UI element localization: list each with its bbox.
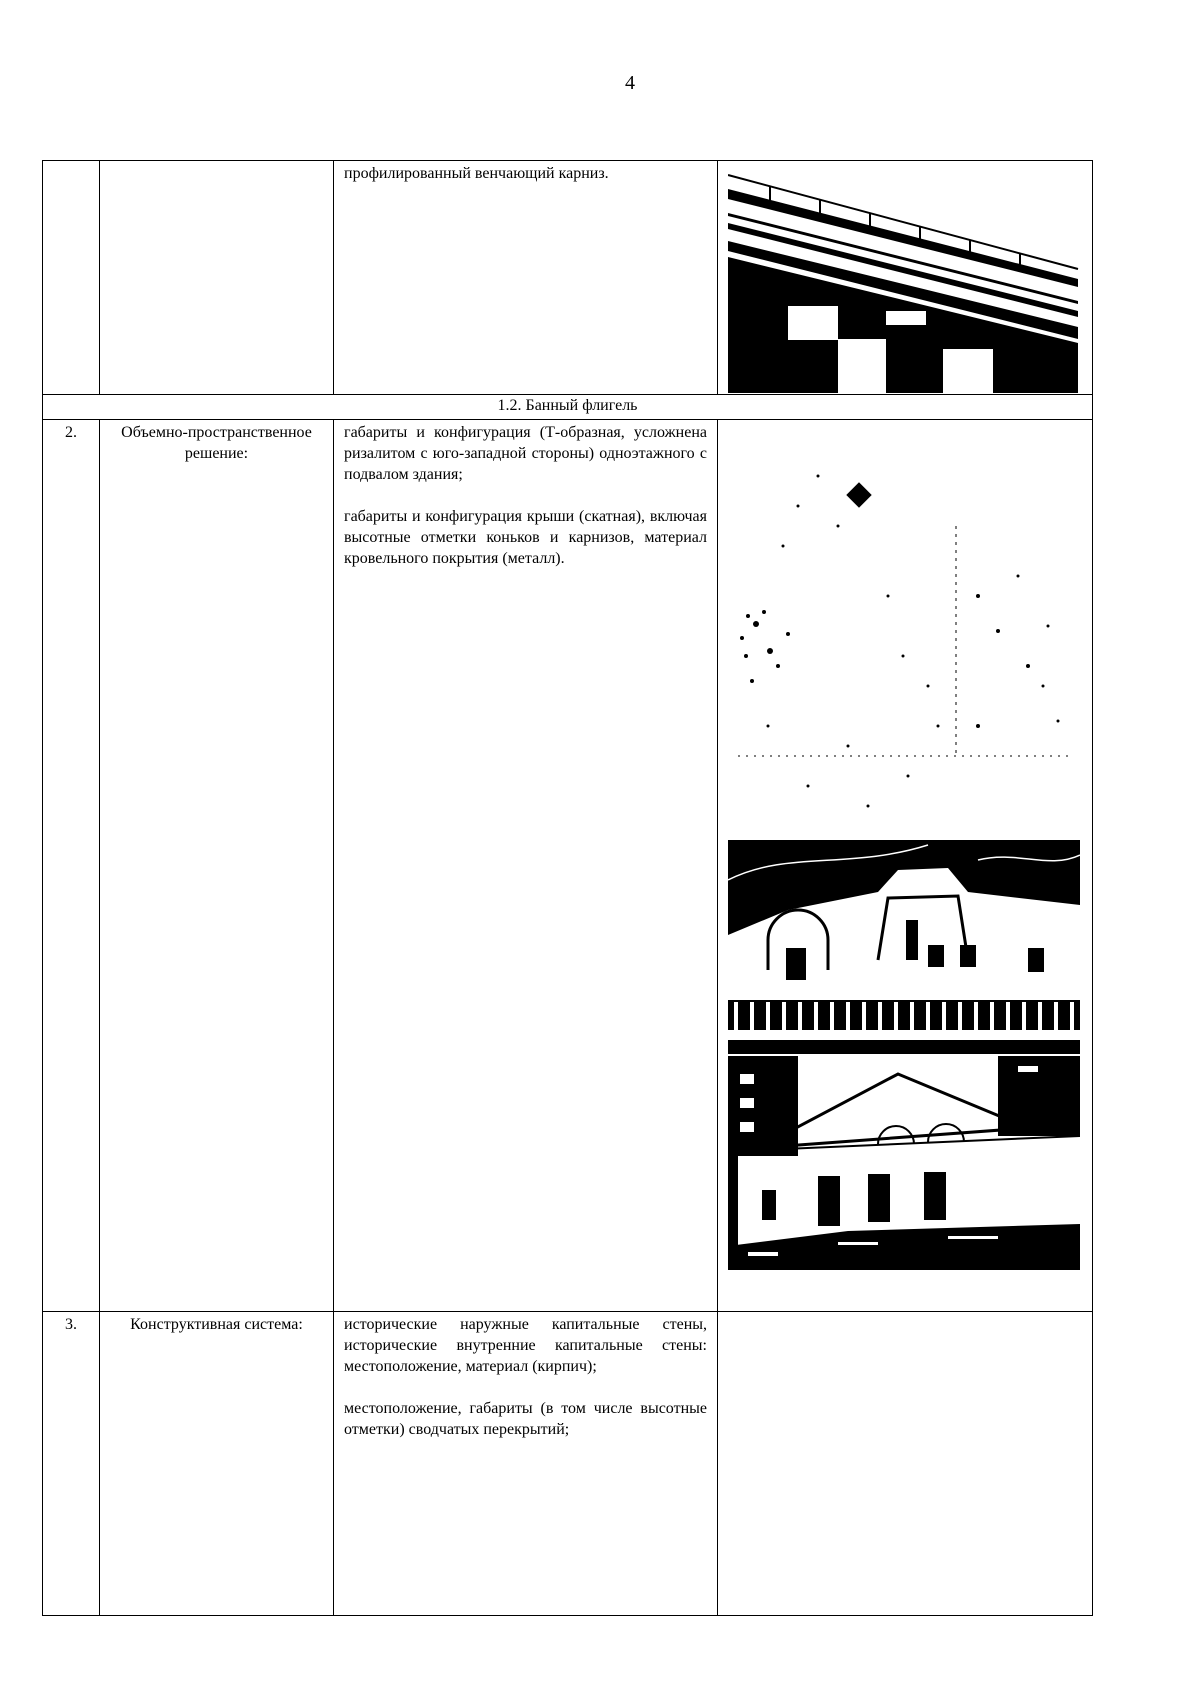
- section-title: 1.2. Банный флигель: [43, 395, 1093, 420]
- row-label: Конструктивная система:: [100, 1312, 334, 1616]
- cornice-photo: [718, 161, 1090, 393]
- photo-cell: [718, 420, 1093, 1312]
- row-label: Объемно-пространственное решение:: [100, 420, 334, 1312]
- empty-photo-cell: [718, 1312, 1093, 1616]
- text-paragraph: габариты и конфигурация крыши (скатная), включая высотные отметки коньков и карнизов, материал кровельного покрытия (металл).: [344, 508, 707, 567]
- section-row: [43, 395, 1093, 420]
- row-number: 2.: [43, 420, 100, 1312]
- text-paragraph: габариты и конфигурация (Т-образная, усложнена ризалитом с юго-западной стороны) одноэтажного с подвалом здания;: [344, 424, 707, 483]
- table-row-continuation: [43, 161, 1093, 395]
- text-paragraph: профилированный венчающий карниз.: [344, 165, 609, 182]
- text-paragraph: местоположение, габариты (в том числе высотные отметки) сводчатых перекрытий;: [344, 1400, 707, 1438]
- row-number: [43, 161, 100, 395]
- row-text: [334, 1312, 718, 1616]
- text-paragraph: исторические наружные капитальные стены, исторические внутренние капитальные стены: местоположение, материал (кирпич);: [344, 1316, 707, 1375]
- facade-photo: [728, 840, 1080, 1054]
- row-label: [100, 161, 334, 395]
- row-number: 3.: [43, 1312, 100, 1616]
- row-text: [334, 161, 718, 395]
- page-number: 4: [625, 72, 635, 94]
- protection-subject-table: [42, 160, 1093, 1616]
- photo-cell: [718, 161, 1093, 395]
- corner-view-photo: [728, 1056, 1080, 1270]
- aerial-photo: [728, 426, 1080, 836]
- table-row-2: [43, 420, 1093, 1312]
- table-row-3: [43, 1312, 1093, 1616]
- row-text: [334, 420, 718, 1312]
